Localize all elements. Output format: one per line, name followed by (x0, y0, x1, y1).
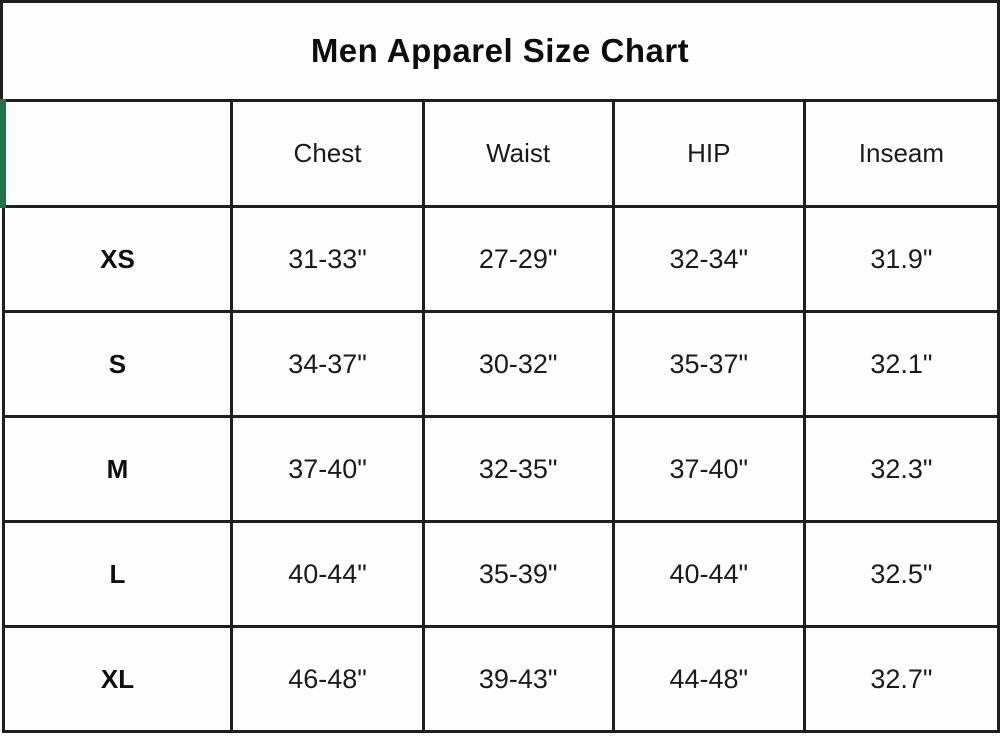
table-row-xs (3, 207, 999, 312)
table-row-s (3, 312, 999, 417)
cell-m-waist: 32-35" (423, 417, 613, 522)
cell-l-waist: 35-39" (423, 522, 613, 627)
cell-xs-hip: 32-34" (613, 207, 804, 312)
size-label-xl: XL (3, 627, 232, 732)
column-header-waist: Waist (423, 101, 613, 207)
cell-xs-inseam: 31.9" (804, 207, 998, 312)
cell-s-chest: 34-37" (232, 312, 423, 417)
chart-title: Men Apparel Size Chart (0, 0, 1000, 99)
cell-m-hip: 37-40" (613, 417, 804, 522)
size-label-s: S (3, 312, 232, 417)
size-label-xs: XS (3, 207, 232, 312)
table-row-m (3, 417, 999, 522)
cell-xl-waist: 39-43" (423, 627, 613, 732)
column-header-inseam: Inseam (804, 101, 998, 207)
size-label-m: M (3, 417, 232, 522)
cell-s-hip: 35-37" (613, 312, 804, 417)
cell-xs-chest: 31-33" (232, 207, 423, 312)
cell-xl-hip: 44-48" (613, 627, 804, 732)
cell-l-hip: 40-44" (613, 522, 804, 627)
cell-m-inseam: 32.3" (804, 417, 998, 522)
header-row (3, 101, 999, 207)
cell-xl-chest: 46-48" (232, 627, 423, 732)
column-header-chest: Chest (232, 101, 423, 207)
cell-xs-waist: 27-29" (423, 207, 613, 312)
cell-s-inseam: 32.1" (804, 312, 998, 417)
table-row-l (3, 522, 999, 627)
cell-l-inseam: 32.5" (804, 522, 998, 627)
corner-cell (3, 101, 232, 207)
cell-l-chest: 40-44" (232, 522, 423, 627)
table-row-xl (3, 627, 999, 732)
cell-xl-inseam: 32.7" (804, 627, 998, 732)
column-header-hip: HIP (613, 101, 804, 207)
size-label-l: L (3, 522, 232, 627)
size-table (0, 99, 1000, 733)
cell-s-waist: 30-32" (423, 312, 613, 417)
cell-m-chest: 37-40" (232, 417, 423, 522)
